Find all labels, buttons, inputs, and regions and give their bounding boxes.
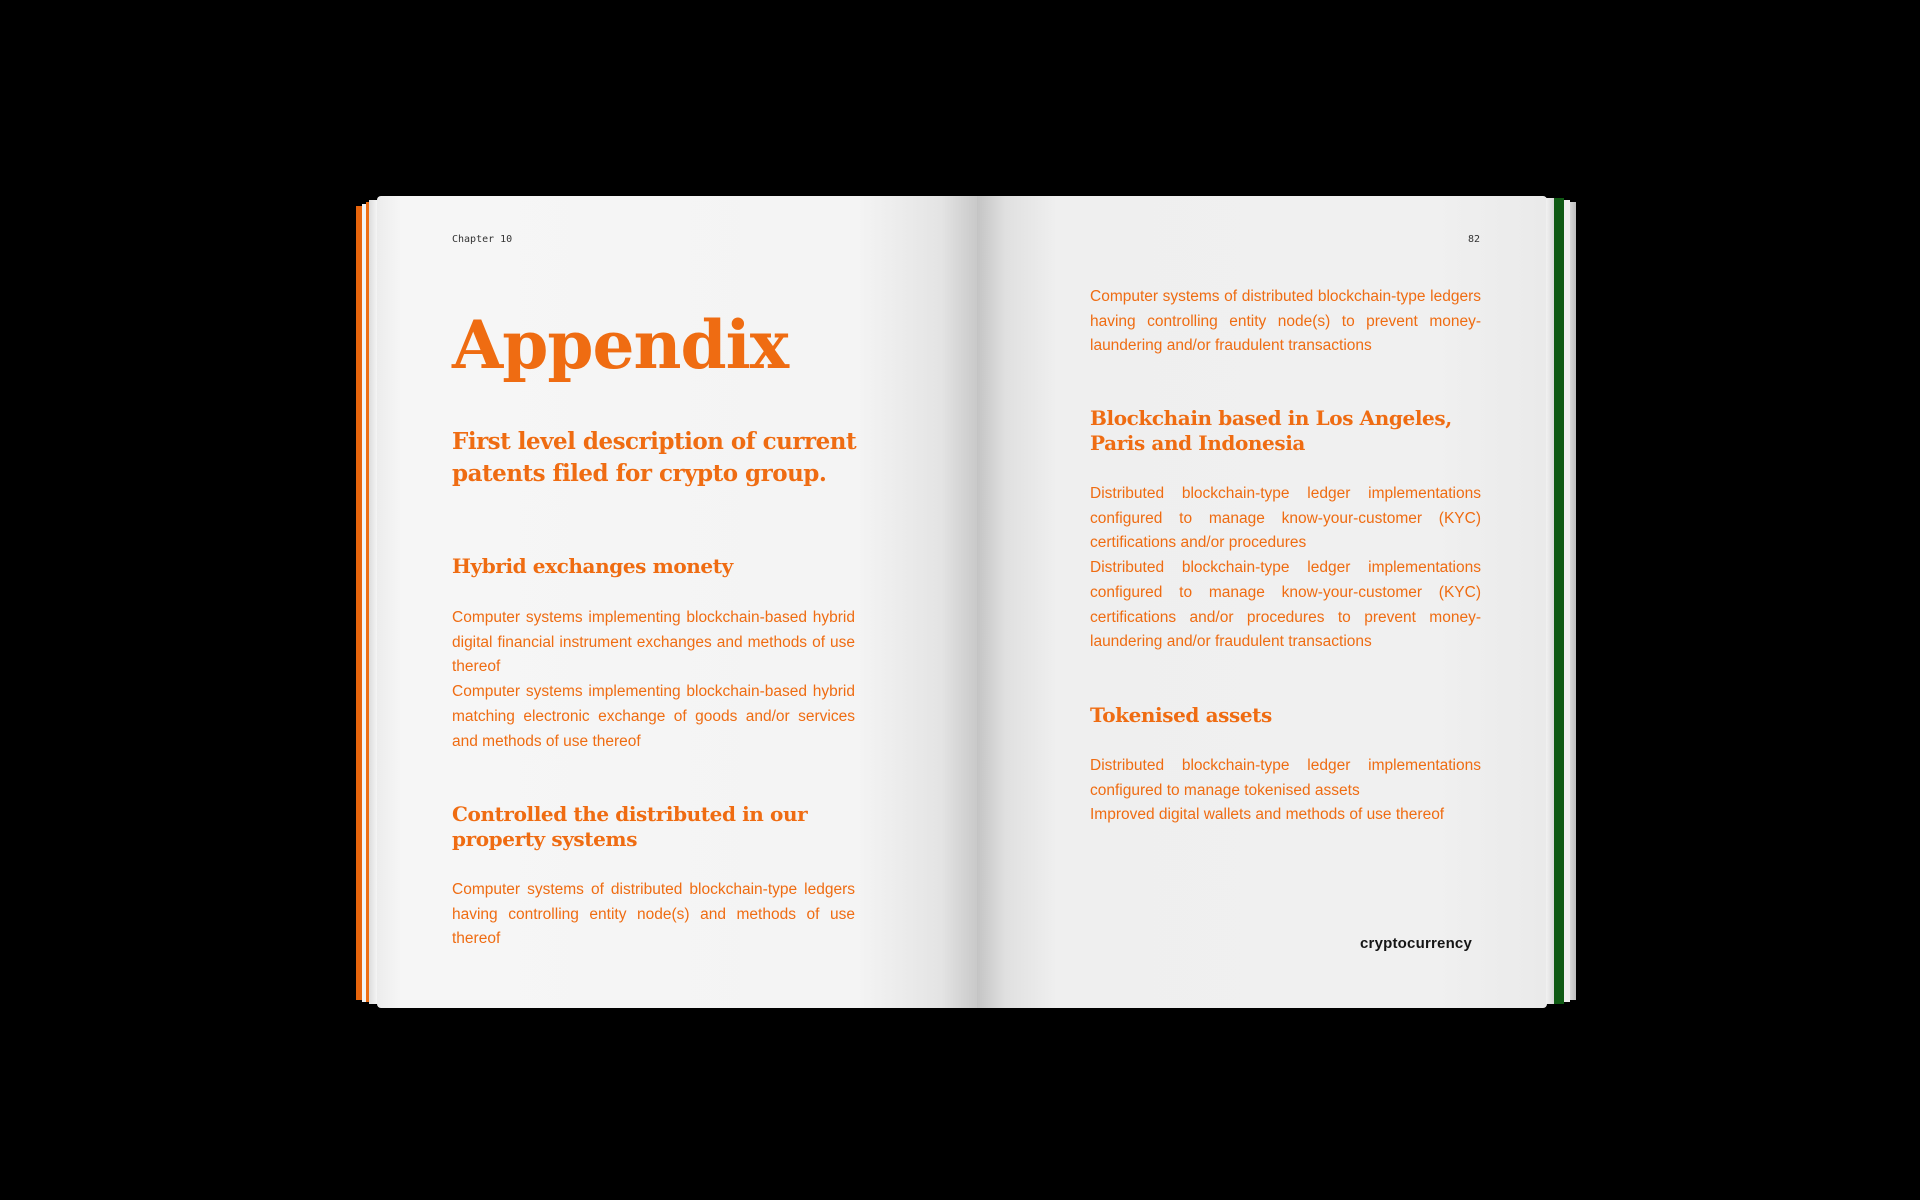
right-edge-grey-stripe — [1570, 202, 1576, 1000]
section-body-blockchain-locations — [1090, 482, 1481, 655]
section-heading-blockchain-locations: Blockchain based in Los Angeles, Paris and Indonesia — [1090, 406, 1452, 455]
lead-description: First level description of current patents filed for crypto group. — [452, 428, 857, 487]
section-body-hybrid-exchanges — [452, 606, 855, 754]
intro-paragraph — [1090, 285, 1481, 359]
section-body-controlled-distributed — [452, 878, 855, 952]
paragraph: Distributed blockchain-type ledger implementations configured to manage tokenised assets — [1090, 757, 1481, 799]
paragraph: Computer systems of distributed blockchain-type ledgers having controlling entity node(s) to prevent money-laundering and/or fraudulent transactions — [1090, 288, 1481, 355]
running-head-chapter: Chapter 10 — [452, 234, 513, 245]
right-edge-green-stripe — [1554, 198, 1564, 1004]
paragraph: Distributed blockchain-type ledger implementations configured to manage know-your-customer (KYC) certifications and/or procedures — [1090, 485, 1481, 552]
left-page-block — [369, 200, 377, 1004]
running-head-page-number: 82 — [1467, 234, 1480, 245]
paragraph: Computer systems implementing blockchain-based hybrid matching electronic exchange of goods and/or services and methods of use thereof — [452, 683, 855, 750]
paragraph: Distributed blockchain-type ledger implementations configured to manage know-your-customer (KYC) certifications and/or procedures to prevent money-laundering and/or fraudulent transactions — [1090, 559, 1481, 651]
paragraph: Improved digital wallets and methods of use thereof — [1090, 806, 1445, 824]
paragraph: Computer systems implementing blockchain-based hybrid digital financial instrument exchanges and methods of use thereof — [452, 609, 855, 676]
section-heading-hybrid-exchanges: Hybrid exchanges monety — [452, 554, 733, 578]
brand-wordmark: cryptocurrency — [1360, 935, 1473, 952]
section-heading-tokenised-assets: Tokenised assets — [1090, 703, 1272, 727]
page-title: Appendix — [452, 306, 789, 384]
section-heading-controlled-distributed: Controlled the distributed in our property systems — [452, 802, 808, 851]
right-page-block — [1546, 198, 1554, 1004]
section-body-tokenised-assets — [1090, 754, 1481, 828]
paragraph: Computer systems of distributed blockchain-type ledgers having controlling entity node(s) and methods of use thereof — [452, 881, 855, 948]
